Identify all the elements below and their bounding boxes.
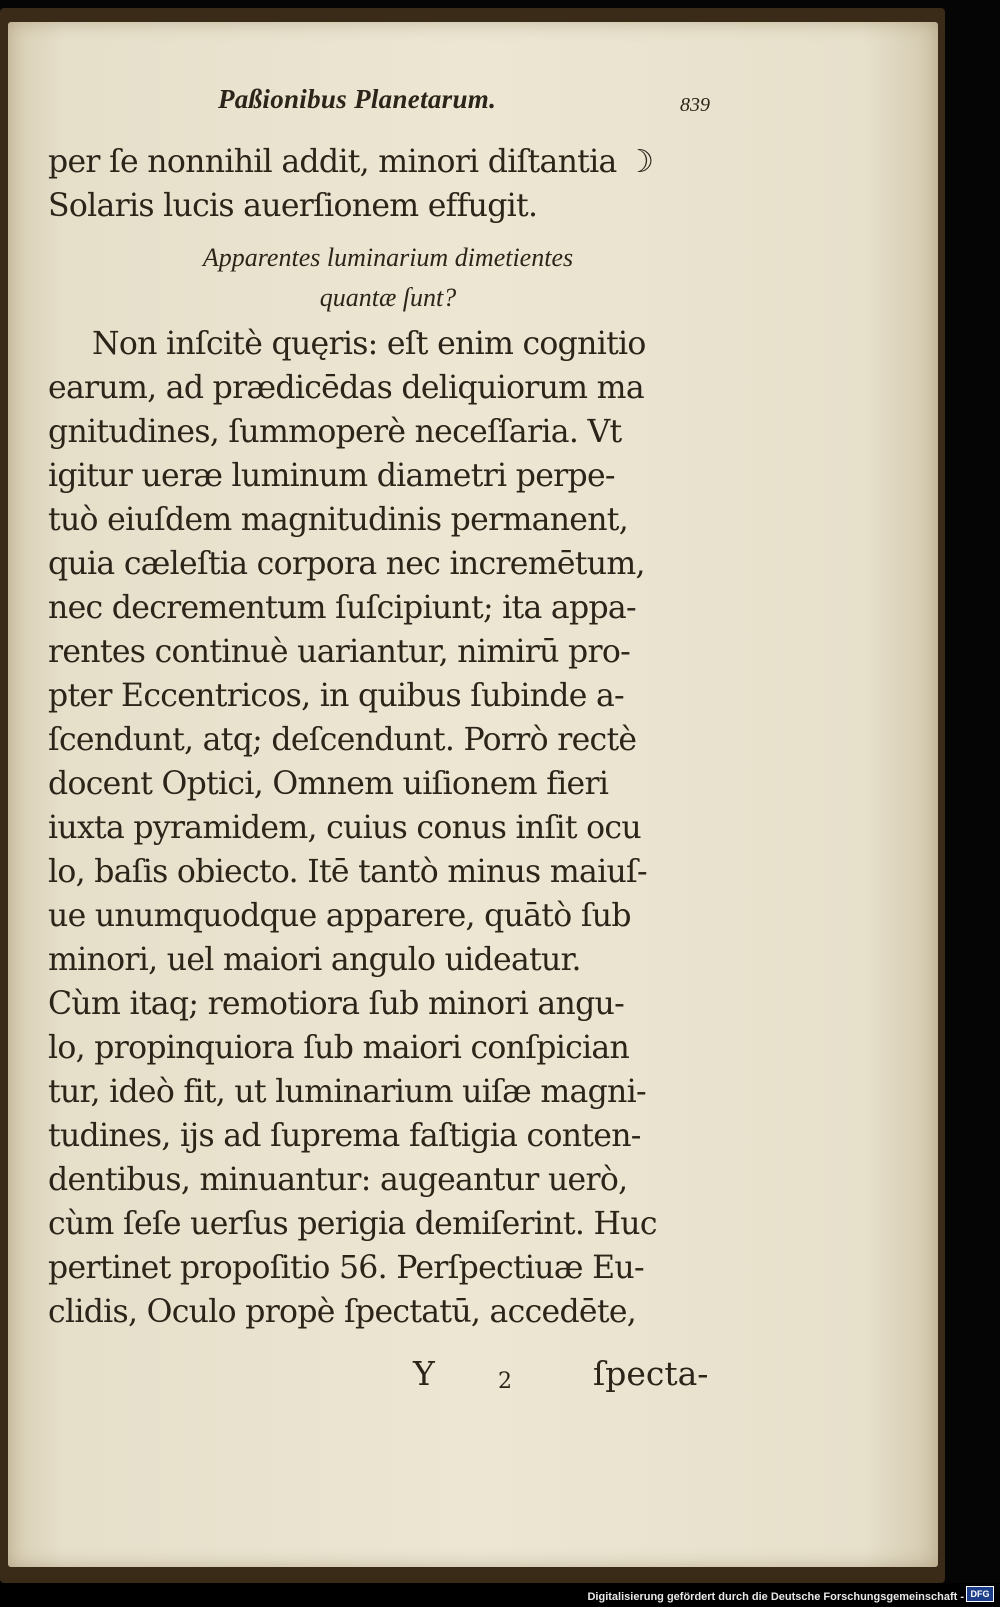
funding-credit: Digitalisierung gefördert durch die Deutsche Forschungsgemeinschaft - — [587, 1591, 964, 1603]
text-line: iuxta pyramidem, cuius conus inſit ocu — [48, 810, 641, 846]
text-line: minori, uel maiori angulo uideatur. — [48, 942, 581, 978]
running-head: Paßionibus Planetarum. — [218, 84, 497, 114]
text-line: ſcendunt, atq; deſcendunt. Porrò rectè — [48, 722, 637, 758]
text-line: ue unumquodque apparere, quātò ſub — [48, 898, 631, 934]
text-line: cùm ſeſe uerſus perigia demiſerint. Huc — [48, 1206, 657, 1242]
text-line: pter Eccentricos, in quibus ſubinde a- — [48, 678, 624, 714]
page-content — [8, 22, 938, 1567]
text-line: gnitudines, ſummoperè neceſſaria. Vt — [48, 414, 622, 450]
text-line: per ſe nonnihil addit, minori diſtantia ☽ — [48, 144, 654, 180]
text-line: rentes continuè uariantur, nimirū pro- — [48, 634, 631, 670]
catchword: ſpecta- — [593, 1354, 709, 1393]
text-line: lo, baſis obiecto. Itē tantò minus maiuſ- — [48, 854, 647, 890]
text-line: pertinet propoſitio 56. Perſpectiuæ Eu- — [48, 1250, 644, 1286]
text-line: dentibus, minuantur: augeantur uerò, — [48, 1162, 628, 1198]
text-line: quia cæleſtia corpora nec incremētum, — [48, 546, 645, 582]
text-line: igitur ueræ luminum diametri perpe- — [48, 458, 615, 494]
section-heading: quantæ ſunt? — [319, 283, 457, 312]
text-line: tuò eiuſdem magnitudinis permanent, — [48, 502, 629, 538]
text-line: tur, ideò fit, ut luminarium uiſæ magni- — [48, 1074, 646, 1110]
text-line: Cùm itaq; remotiora ſub minori angu- — [48, 986, 625, 1022]
text-line: Solaris lucis auerſionem effugit. — [48, 188, 538, 224]
book-page — [8, 22, 938, 1567]
page-number: 839 — [680, 94, 710, 116]
section-heading: Apparentes luminarium dimetientes — [202, 243, 574, 272]
text-line: tudines, ijs ad ſuprema faſtigia conten- — [48, 1118, 641, 1154]
signature-mark: Y — [413, 1354, 435, 1393]
footer-bar — [0, 1583, 1000, 1607]
signature-number: 2 — [498, 1369, 512, 1394]
text-line: clidis, Oculo propè ſpectatū, accedēte, — [48, 1294, 637, 1330]
text-line: docent Optici, Omnem uiſionem fieri — [48, 766, 609, 802]
text-line: nec decrementum ſuſcipiunt; ita appa- — [48, 590, 636, 626]
dfg-logo-icon: DFG — [966, 1586, 994, 1602]
text-line: earum, ad prædicēdas deliquiorum ma — [48, 370, 644, 406]
text-line: Non inſcitè quęris: eſt enim cognitio — [92, 326, 646, 362]
text-line: lo, propinquiora ſub maiori conſpician — [48, 1030, 630, 1066]
